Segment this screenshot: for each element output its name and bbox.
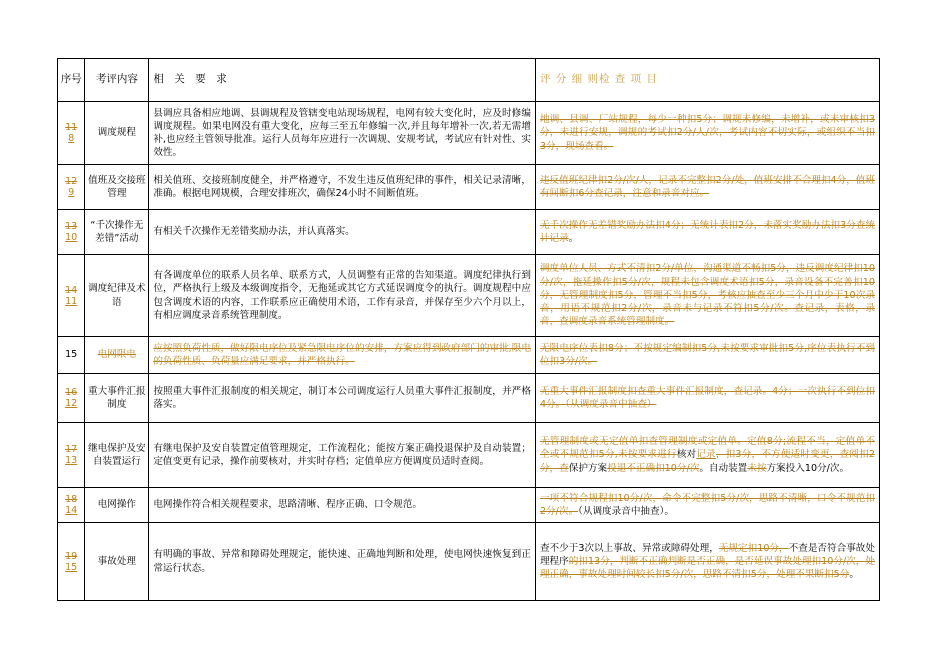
table-row: [58, 488, 880, 523]
row-content: 电网操作: [85, 488, 149, 523]
row-number: 19 15: [58, 523, 85, 601]
row-number: 13 10: [58, 210, 85, 255]
row-check: 一项不符合规程扣10分/次，命令不完整扣5分/次，思路不清晰，口令不规范扣2分/次。（从调度录音中抽查）。: [535, 488, 879, 523]
row-requirement: 有相关千次操作无差错奖励办法，并认真落实。: [149, 210, 536, 255]
row-number: 18 14: [58, 488, 85, 523]
row-content: 重大事件汇报制度: [85, 374, 149, 423]
row-content: 事故处理: [85, 523, 149, 601]
header-check-items: 评 分 细 则检 查 项 目: [535, 59, 879, 102]
header-content: 考评内容: [85, 59, 149, 102]
row-requirement: 应按照负荷性质，做好限电序位及紧急限电序位的安排，方案应得到政府部门的审批,限电的负荷性质、负荷量应满足要求，并严格执行。: [149, 337, 536, 374]
row-number: 14 11: [58, 255, 85, 337]
row-content: 电网限电: [85, 337, 149, 374]
rules-table-container: [57, 58, 880, 601]
table-row: [58, 165, 880, 210]
row-check: 无限电序位表扣8分；不按规定编制扣5分,未按要求审批扣5分,序位表执行不到位扣3分/次。: [535, 337, 879, 374]
row-content: “千次操作无差错”活动: [85, 210, 149, 255]
table-header-row: [58, 59, 880, 102]
table-row: [58, 423, 880, 488]
row-number: 12 9: [58, 165, 85, 210]
table-row: [58, 102, 880, 165]
row-check: 无千次操作无差错奖励办法扣4分；无统计表扣2分，未落实奖励办法扣3分查统计记录。: [535, 210, 879, 255]
row-check: 无重大事件汇报制度扣查重大事件汇报制度，查记录。4分；一次执行不到位扣4分。（从调度录音中抽查）: [535, 374, 879, 423]
table-row: [58, 337, 880, 374]
table-row: [58, 374, 880, 423]
header-requirements: 相 关 要 求: [149, 59, 536, 102]
row-requirement: 相关值班、交接班制度健全，并严格遵守，不发生违反值班纪律的事件，相关记录清晰，准确。根据电网规模，合理安排班次，确保24小时不间断值班。: [149, 165, 536, 210]
row-requirement: 电网操作符合相关规程要求，思路清晰、程序正确、口令规范。: [149, 488, 536, 523]
row-requirement: 有明确的事故、异常和障碍处理规定，能快速、正确地判断和处理，使电网快速恢复到正常运行状态。: [149, 523, 536, 601]
row-check: 调度单位人员、方式不清扣2分/单位，沟通渠道不畅扣5分，违反调度纪律扣10分/次，拖延操作扣5分/次，规程未包含调度术语扣5分，录音设备不完善扣10分，无管理制度扣5分，管理不当扣5分，考核应抽查至少三个月中少于10次录音，用语不规范扣2分/次，录音未与记录不符扣5分/次。查记录，表格，录音，查调度录音系统管理制度。: [535, 255, 879, 337]
row-number: 11 8: [58, 102, 85, 165]
header-no: 序号: [58, 59, 85, 102]
row-requirement: 县调应具备相应地调、县调规程及管辖变电站现场规程，电网有较大变化时，应及时修编调度规程。如果电网没有重大变化，应每三至五年修编一次,并且每年增补一次,若无需增补,也应经主管领导批准。运行人员每年应进行一次调规、安规考试，考试应有针对性、实效性。: [149, 102, 536, 165]
row-requirement: 按照重大事件汇报制度的相关规定，制订本公司调度运行人员重大事件汇报制度，并严格落实。: [149, 374, 536, 423]
row-check: 地调、县调、厂站规程，每少一种扣5分；调规未修编，未增补，或未审核扣3分，未进行安规，调规的考试扣2分/人/次，考试内容不切实际，或组织不当扣3分，现场查看。: [535, 102, 879, 165]
row-number: 16 12: [58, 374, 85, 423]
table-row: [58, 210, 880, 255]
assessment-table: [57, 58, 880, 601]
row-requirement: 有继电保护及安自装置定值管理规定，工作流程化；能按方案正确投退保护及自动装置；定值变更有记录，操作前要核对，并实时存档；定值单应方便调度员适时查阅。: [149, 423, 536, 488]
row-check: 无管理制度或无定值单扣查管理制度或定值单。定值8分;流程不当，定值单不全或不规范扣5分,未按要求进行核对记录，扣3分，不方便适时变更，查阅扣2分，查保护方案投退不正确扣10分/次。自动装置未按方案投入10分/次。: [535, 423, 879, 488]
row-check: 违反值班纪律扣2分/次/人，记录不完整扣2分/处，值班安排不合理扣4分，值班有间断扣6分查记录，注意和录音对应。: [535, 165, 879, 210]
row-content: 值班及交接班管理: [85, 165, 149, 210]
row-number: 15: [58, 337, 85, 374]
row-check: 查不少于3次以上事故、异常或障碍处理，无规定扣10分，不查是否符合事故处理程序的扣13分，判断不正确判断是否正确，是否延误事故处理扣10分/次，处理正确，事故处理时间较长扣5分/次，思路不清扣5分，处理不果断扣5分。: [535, 523, 879, 601]
table-row: [58, 523, 880, 601]
row-content: 继电保护及安自装置运行: [85, 423, 149, 488]
table-row: [58, 255, 880, 337]
row-content: 调度纪律及术语: [85, 255, 149, 337]
row-content: 调度规程: [85, 102, 149, 165]
row-number: 17 13: [58, 423, 85, 488]
row-requirement: 有各调度单位的联系人员名单、联系方式，人员调整有正常的告知渠道。调度纪律执行到位，严格执行上级及本级调度指令，无拖延或其它方式延误调度令的执行。调度规程中应包含调度术语的内容，工作联系应正确使用术语，工作有录音，并保存至少六个月以上，有相应调度录音系统管理制度。: [149, 255, 536, 337]
